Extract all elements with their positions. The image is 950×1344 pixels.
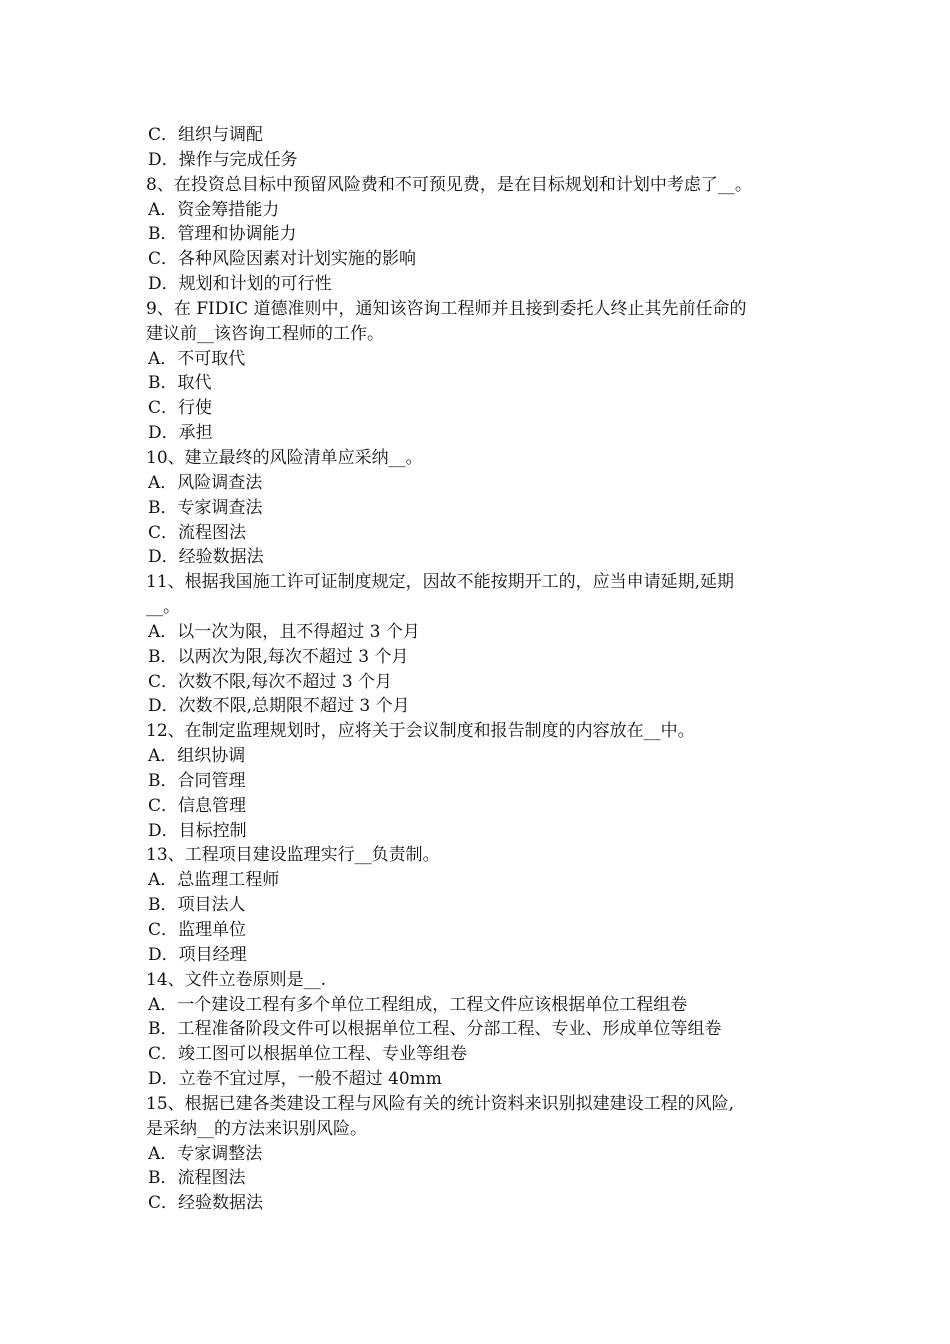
answer-option: A．资金筹措能力 — [148, 199, 280, 220]
answer-option: D．次数不限,总期限不超过 3 个月 — [148, 696, 410, 717]
answer-option: D．立卷不宜过厚，一般不超过 40mm — [148, 1069, 442, 1090]
question-text: 8、在投资总目标中预留风险费和不可预见费，是在目标规划和计划中考虑了__。 — [146, 174, 752, 195]
answer-option: C．行使 — [148, 398, 213, 419]
question-text: 9、在 FIDIC 道德准则中，通知该咨询工程师并且接到委托人终止其先前任命的 — [146, 298, 747, 319]
answer-option: A．一个建设工程有多个单位工程组成，工程文件应该根据单位工程组卷 — [148, 994, 688, 1015]
answer-option: A．以一次为限，且不得超过 3 个月 — [148, 621, 420, 642]
answer-option: C．各种风险因素对计划实施的影响 — [148, 249, 417, 270]
answer-option: D．操作与完成任务 — [148, 149, 298, 170]
question-text: 11、根据我国施工许可证制度规定，因故不能按期开工的，应当申请延期,延期 — [146, 572, 735, 593]
question-text: 是采纳__的方法来识别风险。 — [146, 1118, 367, 1139]
question-text: 建议前__该咨询工程师的工作。 — [146, 323, 384, 344]
answer-option: C．流程图法 — [148, 522, 247, 543]
answer-option: A．组织协调 — [148, 746, 246, 767]
answer-option: D．经验数据法 — [148, 547, 264, 568]
answer-option: B．工程准备阶段文件可以根据单位工程、分部工程、专业、形成单位等组卷 — [148, 1019, 722, 1040]
question-text: 14、文件立卷原则是__. — [146, 969, 327, 990]
answer-option: A．专家调整法 — [148, 1143, 263, 1164]
answer-option: A．不可取代 — [148, 348, 246, 369]
answer-option: B．合同管理 — [148, 770, 246, 791]
answer-option: B．项目法人 — [148, 895, 246, 916]
answer-option: C．监理单位 — [148, 920, 247, 940]
question-text: 10、建立最终的风险清单应采纳__。 — [146, 447, 423, 468]
question-text: 15、根据已建各类建设工程与风险有关的统计资料来识别拟建建设工程的风险, — [146, 1093, 735, 1114]
answer-option: A．风险调查法 — [148, 472, 263, 493]
question-text: 12、在制定监理规划时，应将关于会议制度和报告制度的内容放在__中。 — [146, 721, 695, 742]
answer-option: D．规划和计划的可行性 — [148, 274, 332, 295]
answer-option: B．管理和协调能力 — [148, 224, 297, 245]
answer-option: B．以两次为限,每次不超过 3 个月 — [148, 646, 409, 667]
answer-option: A．总监理工程师 — [148, 870, 280, 891]
exam-question-list — [146, 123, 818, 1216]
answer-option: D．目标控制 — [148, 820, 247, 841]
question-text: 13、工程项目建设监理实行__负责制。 — [146, 845, 440, 866]
answer-option: B．专家调查法 — [148, 497, 263, 518]
answer-option: C．信息管理 — [148, 795, 247, 816]
answer-option: C．次数不限,每次不超过 3 个月 — [148, 671, 393, 692]
answer-option: C．经验数据法 — [148, 1193, 264, 1214]
answer-option: D．项目经理 — [148, 944, 247, 965]
answer-option: B．取代 — [148, 373, 212, 394]
answer-option: C．竣工图可以根据单位工程、专业等组卷 — [148, 1044, 468, 1065]
answer-option: C．组织与调配 — [148, 125, 264, 145]
answer-option: B．流程图法 — [148, 1168, 246, 1189]
question-text: __。 — [146, 597, 180, 618]
answer-option: D．承担 — [148, 423, 213, 444]
